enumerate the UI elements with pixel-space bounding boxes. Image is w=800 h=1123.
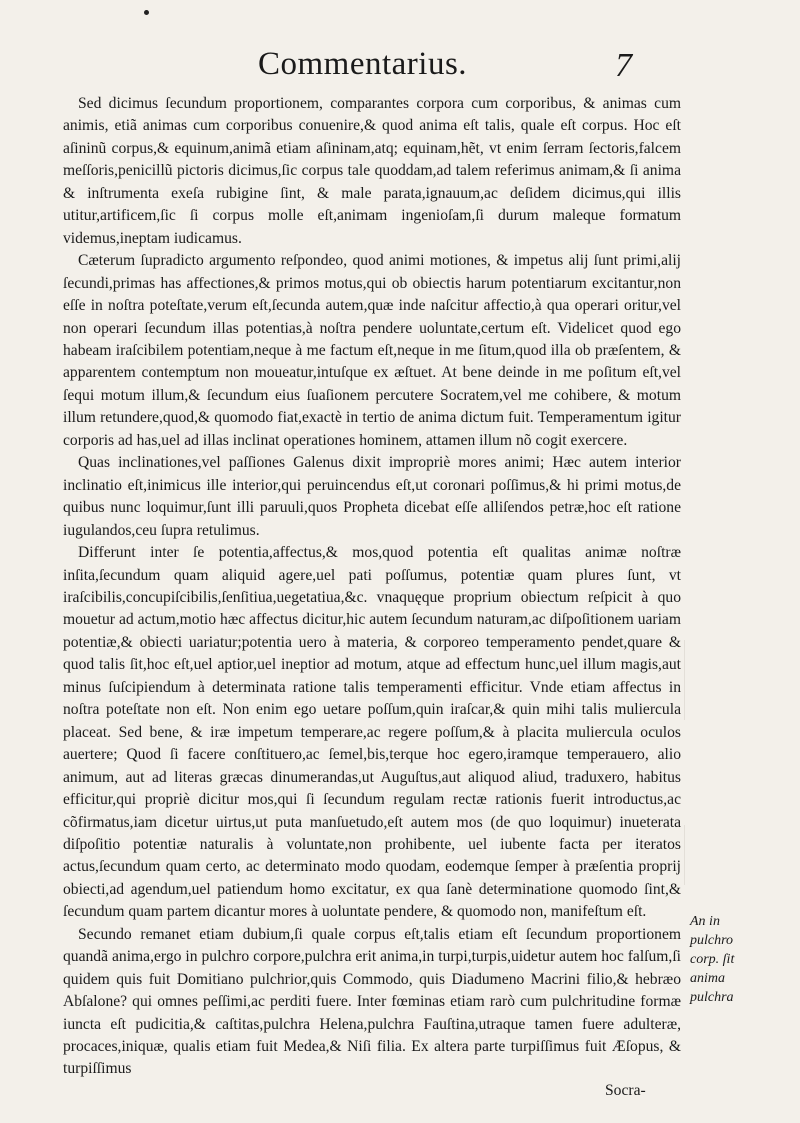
margin-note — [690, 912, 790, 1007]
paragraph: Secundo remanet etiam dubium,ſi quale corpus eſt,talis etiam eſt ſecundum proportionem quandã anima,ergo in pulchro corpore,pulchra erit anima,in turpi,turpis,uidetur autem hoc falſum,ſi quidem quis fuit Domitiano pulchrior,quis Commodo, quis Diadumeno Macrini filio,& hebræo Abſalone? qui omnes peſſimi,ac perditi fuere. Inter fœminas etiam rarò cum pulchritudine formæ iuncta eſt pudicitia,& caſtitas,pulchra Helena,pulchra Fauſtina,utraque tamen fuere adulteræ, procaces,iniquæ, qualis etiam fuit Medea,& Niſi filia. Ex altera parte turpiſſimus fuit Æſopus, & turpiſſimus — [63, 925, 681, 1078]
margin-note-line: corp. ſit — [690, 952, 735, 967]
paragraph: Quas inclinationes,vel paſſiones Galenus dixit impropriè mores animi; Hæc autem interior inclinatio eſt,inimicus ille interior,qui peruincendus eſt,ut coronari poſſimus,& hi primi motus,de quibus nunc loquimur,ſunt illi paruuli,quos Propheta dicebat eſſe alliſendos petræ,hoc eſt ratione iugulandos,ceu ſupra retulimus. — [63, 454, 681, 539]
ink-dot — [144, 10, 149, 15]
catchword: Socra- — [605, 1082, 646, 1099]
margin-note-line: pulchra — [690, 990, 734, 1005]
paragraph: Cæterum ſupradicto argumento reſpondeo, quod animi motiones, & impetus alij ſunt primi,alij ſecundi,primas has affectiones,& primos motus,qui ob obiectis harum potentiarum excitantur,non eſſe in noſtra poteſtate,verum eſt,ſecunda autem,quæ inde naſcitur affectio,à qua operari oritur,vel non operari ſecundum illas potentias,à noſtra pendere uoluntate,certum eſt. Videlicet quod ego habeam iraſcibilem potentiam,neque à me factum eſt,neque in me ſitum,quod illa ob præſentem, & apparentem contemptum non moueatur,intuſque ex æſtuet. At bene deinde in me poſitum eſt,vel ſequi motum illum,& ſecundum eius ſuaſionem percutere Socratem,vel me cohibere, & motum illum retundere,quod,& quomodo fiat,exactè in tertio de anima dictum fuit. Temperamentum igitur corporis ad has,uel ad illas inclinat operationes hominem, attamen illum nõ cogit exercere. — [63, 252, 681, 449]
body-text — [63, 93, 681, 1081]
margin-note-line: anima — [690, 971, 725, 986]
page-number: 7 — [615, 47, 632, 84]
running-title: Commentarius. — [258, 46, 468, 82]
bleed-through-mark — [684, 640, 725, 720]
paragraph: Differunt inter ſe potentia,affectus,& mos,quod potentia eſt qualitas animæ noſtræ inſita,ſecundum quam aliquid agere,uel pati poſſumus, potentiæ quam plures ſunt, vt iraſcibilis,concupiſcibilis,ſenſitiua,uegetatiua,&c. vnaquęque proprium obiectum reſpicit à quo mouetur ad actum,motio hæc affectus dicitur,hic autem ſecundum naturam,ac diſpoſitionem uariam potentiæ,& obiecti uariatur;potentia uero à materia, & corporeo temperamento pendet,quare & quod talis ſit,hoc eſt,uel aptior,uel ineptior ad motum, atque ad effectum hunc,uel illum magis,aut minus ſuſcipiendum à determinata ratione talis temperamenti efficitur. Vnde etiam affectus in noſtra poteſtate non eſt. Non enim ego uetare poſſum,quin iraſcar,& quin mihi talis muliercula placeat. Sed bene, & iræ impetum temperare,ac regere poſſum,& à placita muliercula oculos auertere; Quod ſi facere conſtituero,ac ſemel,bis,terque hoc egero,iramque temperauero, alio animum, aut ad literas græcas dinumerandas,ut Auguſtus,aut aliquod aliud, traduxero, habitus efficitur,qui propriè dicitur mos,qui ſi ſecundum regulam rectæ rationis fuerit introductus,ac cõfirmatus,iam dicetur uirtus,ut puta manſuetudo,eſt autem mos (de quo loquimur) inueterata diſpoſitio potentiæ naturalis à voluntate,non prohibente, uel iubente facta per iteratos actus,ſecundum quam certo, ac determinato modo quodam, eodemque ſemper à præſentia proprij obiecti,ad agendum,uel patiendum homo excitatur, ex qua ſanè determinatione quomodo ſint,& ſecundum quam partem dicantur mores à uoluntate pendere, & quomodo non, manifeſtum eſt. — [63, 544, 681, 921]
bleed-through-mark — [684, 825, 725, 885]
running-head — [0, 44, 800, 88]
paragraph: Sed dicimus ſecundum proportionem, comparantes corpora cum corporibus, & animas cum animis, etiã animas cum corporibus conuenire,& quod anima eſt talis, quale eſt corpus. Hoc eſt aſininũ corpus,& equinum,animã etiam aſininam,atq; equinam,hẽt, vt enim ſerram ſectoris,falcem meſſoris,penicillũ pictoris dicimus,ſic corpus tale quoddam,ad talem referimus animam,& ſi anima & inſtrumenta exeſa rubigine ſint, & male parata,ignauum,ac deſidem dicimus,qui illis utitur,artificem,ſic ſi corpus molle eſt,animam ingenioſam,ſi durum maleque formatum videmus,ineptam iudicamus. — [63, 95, 681, 247]
margin-note-line: pulchro — [690, 933, 734, 948]
margin-note-line: An in — [690, 914, 720, 929]
